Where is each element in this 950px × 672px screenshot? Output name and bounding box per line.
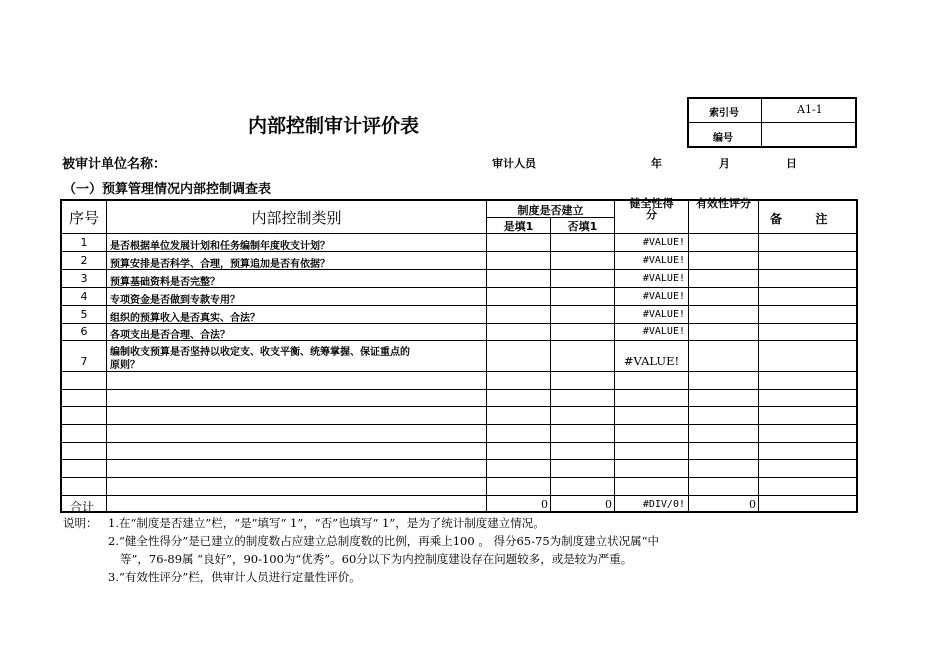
header-category: 内部控制类别: [251, 209, 342, 227]
page-title: 内部控制审计评价表: [248, 115, 420, 137]
row-7-item-line1: 编制收支预算是否坚持以收定支、收支平衡、统筹掌握、保证重点的: [110, 347, 410, 358]
row-1-item: 是否根据单位发展计划和任务编制年度收支计划？: [110, 241, 330, 252]
note-3: 3.“有效性评分”栏，供审计人员进行定量性评价。: [108, 570, 361, 584]
row-2-score: #VALUE!: [642, 255, 685, 266]
row-4-no: 4: [80, 290, 88, 303]
header-seq: 序号: [68, 209, 99, 227]
auditor-label: 审计人员: [492, 157, 536, 170]
number-label: 编号: [713, 133, 733, 144]
total-effectiveness: 0: [749, 498, 756, 511]
row-7-item-line2: 原则？: [110, 360, 140, 371]
total-yes: 0: [541, 498, 548, 511]
index-label: 索引号: [709, 108, 739, 119]
row-7-no: 7: [80, 355, 88, 368]
total-score: #DIV/0!: [642, 499, 685, 510]
total-label: 合计: [70, 500, 95, 514]
row-3-score: #VALUE!: [642, 273, 685, 284]
audited-unit-label: 被审计单位名称：: [62, 157, 167, 172]
row-6-score: #VALUE!: [642, 326, 685, 337]
index-box: [687, 97, 857, 148]
header-no-fill: 否填1: [567, 220, 598, 233]
note-1: 1.在“制度是否建立”栏，“是”填写“ 1”，“否”也填写“ 1”，是为了统计制度建立情况。: [108, 516, 545, 530]
index-value: A1-1: [797, 103, 823, 116]
header-effectiveness: [689, 198, 758, 209]
year-label: 年: [651, 157, 662, 170]
section-title: （一）预算管理情况内部控制调查表: [63, 182, 272, 197]
notes-prefix: 说明：: [63, 516, 98, 530]
row-6-no: 6: [80, 325, 88, 338]
row-3-no: 3: [80, 272, 88, 285]
control-survey-table: [60, 199, 858, 513]
header-completeness-text: 健全性得分: [629, 197, 674, 221]
header-established: 制度是否建立: [517, 204, 584, 217]
row-4-item: 专项资金是否做到专款专用？: [110, 295, 240, 306]
row-2-no: 2: [80, 254, 88, 267]
month-label: 月: [719, 157, 730, 170]
header-yes-fill: 是填1: [503, 220, 534, 233]
header-effectiveness-text: 有效性评分: [696, 197, 751, 210]
row-3-item: 预算基础资料是否完整？: [110, 277, 220, 288]
row-7-score: #VALUE!: [623, 354, 680, 368]
day-label: 日: [786, 157, 797, 170]
row-5-score: #VALUE!: [642, 309, 685, 320]
header-completeness: [615, 198, 688, 220]
row-5-item: 组织的预算收入是否真实、合法？: [110, 313, 260, 324]
total-no: 0: [605, 498, 612, 511]
row-6-item: 各项支出是否合理、合法？: [110, 330, 230, 341]
row-2-item: 预算安排是否科学、合理，预算追加是否有依据？: [110, 259, 330, 270]
note-2: 2.“健全性得分”是已建立的制度数占应建立总制度数的比例，再乘上100 。 得分65-75为制度建立状况属“中: [108, 534, 660, 548]
row-4-score: #VALUE!: [642, 291, 685, 302]
note-2-continued: 等”，76-89属 “良好”，90-100为“优秀”。60分以下为内控制度建设存在问题较多，或是较为严重。: [120, 552, 633, 566]
row-1-score: #VALUE!: [642, 237, 685, 248]
header-remarks: 备 注: [770, 212, 828, 226]
row-1-no: 1: [80, 236, 88, 249]
row-5-no: 5: [80, 308, 88, 321]
